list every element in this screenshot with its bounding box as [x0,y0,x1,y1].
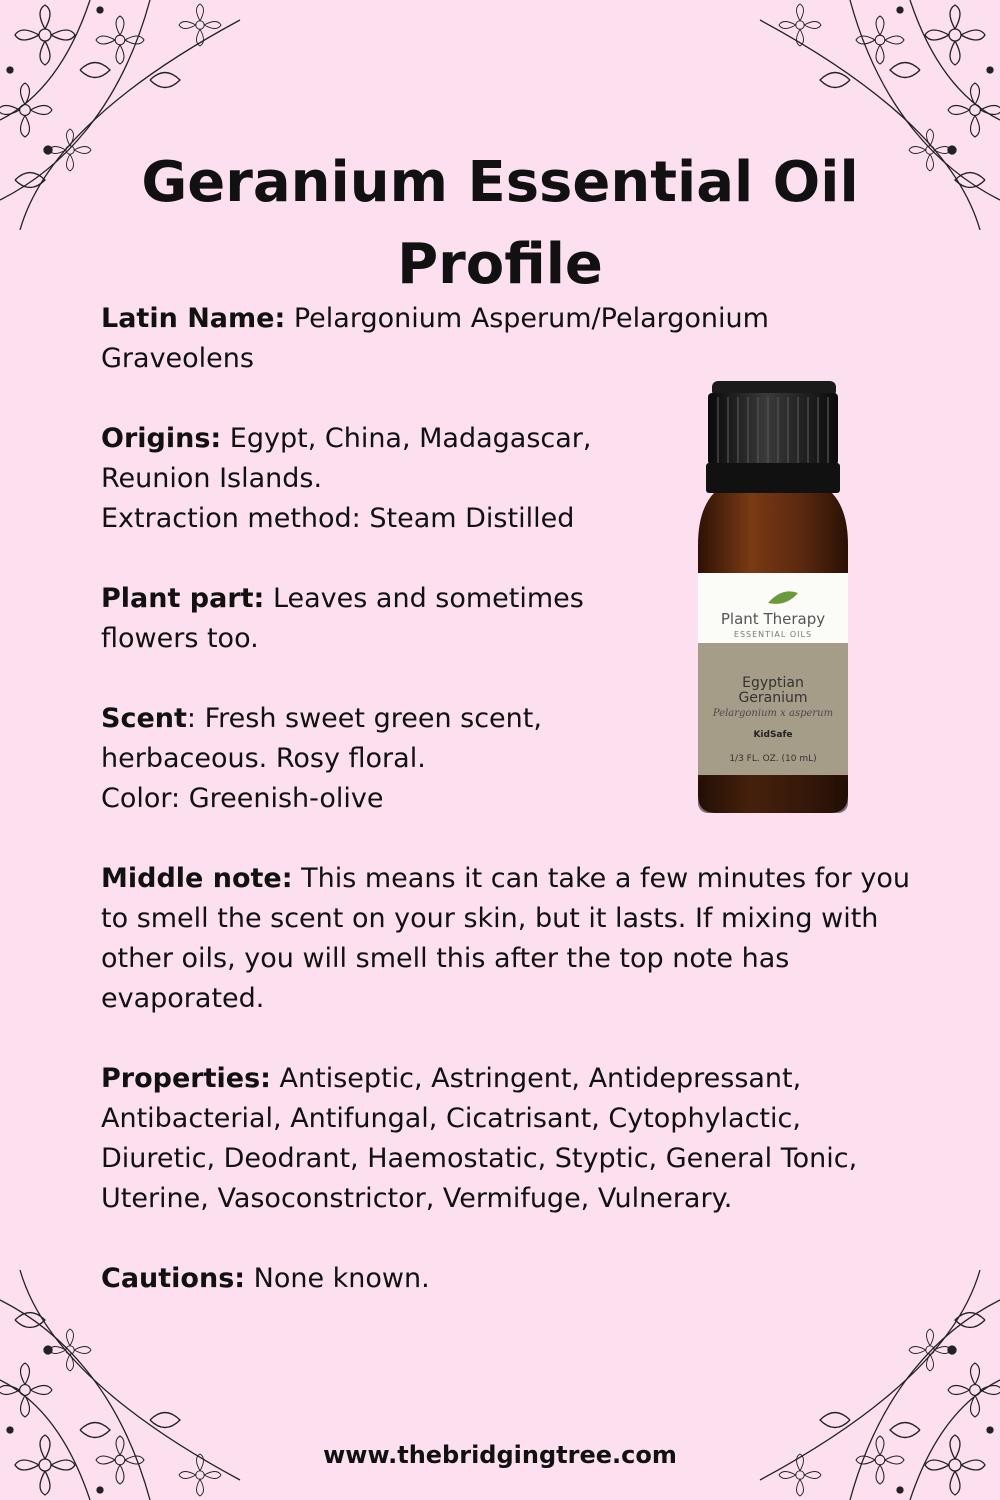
middle-note-value: This means it can take a few minutes for you to smell the scent on your skin, but it lasts. If mixing with other oils, you will smell this after the top note has evaporated. [101,863,910,1014]
origins-section [101,419,601,539]
scent-label: Scent [101,703,187,734]
bottle-brand: Plant Therapy [720,610,826,628]
bottle-brand-sub: ESSENTIAL OILS [733,630,813,639]
scent-section [101,699,601,819]
properties-label: Properties: [101,1063,271,1094]
latin-name-value: Pelargonium Asperum/Pelargonium Graveolens [101,303,769,374]
extraction-method: Extraction method: Steam Distilled [101,503,575,534]
bottle-name-line1: Egyptian [742,675,804,691]
plant-part-label: Plant part: [101,583,265,614]
middle-note-label: Middle note: [101,863,293,894]
properties-section [101,1059,911,1219]
latin-name-section [101,299,911,379]
color-line: Color: Greenish-olive [101,783,384,814]
oil-bottle-image [690,375,855,820]
bottle-name-line2: Geranium [738,690,808,706]
latin-name-label: Latin Name: [101,303,286,334]
bottle-volume: 1/3 FL. OZ. (10 mL) [729,754,817,764]
cautions-value: None known. [245,1263,430,1294]
middle-note-section [101,859,911,1019]
scent-value: : Fresh sweet green scent, herbaceous. Rosy floral. [101,703,542,774]
origins-value: Egypt, China, Madagascar, Reunion Islands. [101,423,592,494]
website-url: www.thebridgingtree.com [323,1441,677,1469]
cautions-label: Cautions: [101,1263,246,1294]
plant-part-section [101,579,601,659]
plant-part-value: Leaves and sometimes flowers too. [101,583,584,654]
properties-value: Antiseptic, Astringent, Antidepressant, Antibacterial, Antifungal, Cicatrisant, Cytophylactic, Diuretic, Deodrant, Haemostatic, Styptic, General Tonic, Uterine, Vasoconstrictor, Vermifuge, Vulnerary. [101,1063,858,1214]
bottle-kidsafe-badge: KidSafe [753,730,793,740]
origins-label: Origins: [101,423,222,454]
cautions-section [101,1259,911,1299]
bottle-latin: Pelargonium x asperum [712,708,834,719]
page-title: Geranium Essential Oil Profile [141,149,859,297]
